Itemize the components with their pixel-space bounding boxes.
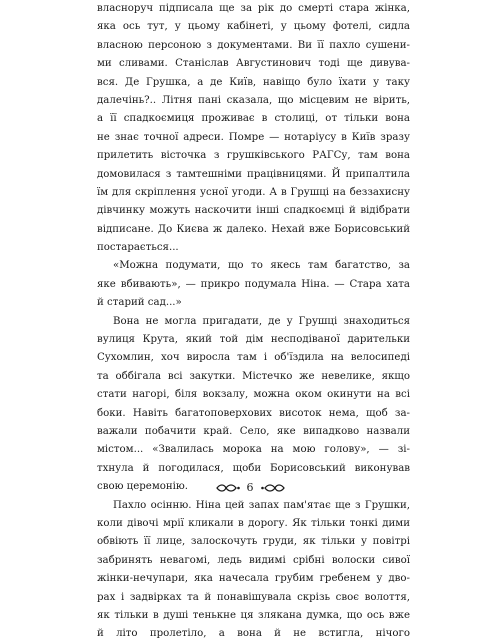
text-line: забринять невагомі, ледь видимі срібні волоски сивої xyxy=(97,554,410,566)
text-line: вся. Де Грушка, а де Київ, навіщо було їхати у таку xyxy=(97,76,410,88)
text-line: коли дівочі мрії кликали в дорогу. Як тільки тонкі дими xyxy=(97,517,410,529)
text-line: містом... «Звалилась морока на мою голову», — зі- xyxy=(97,444,410,456)
text-line: власноруч підписала ще за рік до смерті стара жінка, xyxy=(97,3,410,14)
text-line: постарається... xyxy=(97,242,179,254)
text-line: їм для скріплення усної угоди. А в Грушці на беззахисну xyxy=(97,186,410,198)
text-line: жінки-нечупари, яка начесала грубим гребенем у дво- xyxy=(97,573,410,585)
text-line: Сухомлин, хоч виросла там і об'їздила на велосипеді xyxy=(97,352,410,364)
text-line: дівчинку можуть наскочити інші спадкоємці й відібрати xyxy=(97,205,410,217)
text-line: й літо пролетіло, а вона й не встигла, нічого xyxy=(97,628,410,640)
text-line: а її спадкоємиця проживає в столиці, от тільки вона xyxy=(97,113,410,125)
text-line: тхнула й погодилася, щоби Борисовський виконував xyxy=(97,462,410,474)
text-line: як тільки в душі тенькне ця злякана думка, що ось вже xyxy=(97,609,410,621)
ornament-right-icon xyxy=(260,483,286,493)
text-line: вулиця Крута, який той дім несподіваної дарительки xyxy=(97,334,410,346)
text-line: «Можна подумати, що то якесь там багатство, за xyxy=(113,260,410,272)
text-line: боки. Навіть багатоповерхових висоток нема, щоб за- xyxy=(97,407,410,419)
text-line: обвіють її лице, залоскочуть груди, як тільки у повітрі xyxy=(97,536,410,548)
text-line: Вона не могла пригадати, де у Грушці знаходиться xyxy=(113,315,410,327)
text-line: яке вбивають», — прикро подумала Ніна. — Стара хата xyxy=(97,278,410,290)
text-line: стати нагорі, біля вокзалу, можна оком окинути на всі xyxy=(97,389,410,401)
body-text xyxy=(97,0,410,644)
ornament-left-icon xyxy=(215,483,241,493)
text-line: далечінь?.. Літня пані сказала, що місцевим не вірить, xyxy=(97,94,410,106)
text-line: ми сливами. Станіслав Августинович тоді ще дивува- xyxy=(97,58,410,70)
text-line: домовилася з тамтешніми працівницями. Й припалтила xyxy=(97,168,410,180)
text-line: Пахло осінню. Ніна цей запах пам'ятає ще з Грушки, xyxy=(113,499,410,511)
text-line: яка ось тут, у цьому кабінеті, у цьому фотелі, сидла xyxy=(97,21,410,33)
text-line: рах і задвірках та й понавішувала скрізь своє волоття, xyxy=(97,591,410,603)
page-number: 6 xyxy=(246,481,254,494)
text-line: прилетить вісточка з грушківського РАГСу, там вона xyxy=(97,150,410,162)
text-line: важали побачити край. Село, яке випадково назвали xyxy=(97,425,410,437)
text-line: не знає точної адреси. Помре — нотаріусу в Київ зразу xyxy=(97,131,410,143)
page-footer xyxy=(0,481,500,494)
text-line: й старий сад...» xyxy=(97,297,182,309)
text-line: та оббігала всі закутки. Містечко же невелике, якщо xyxy=(97,370,410,382)
text-line: свою церемонію. xyxy=(97,481,189,493)
text-line: власною персоною з документами. Ви її пахло сушени- xyxy=(97,39,410,51)
text-line: відписане. До Києва ж далеко. Нехай вже Борисовський xyxy=(97,223,410,235)
